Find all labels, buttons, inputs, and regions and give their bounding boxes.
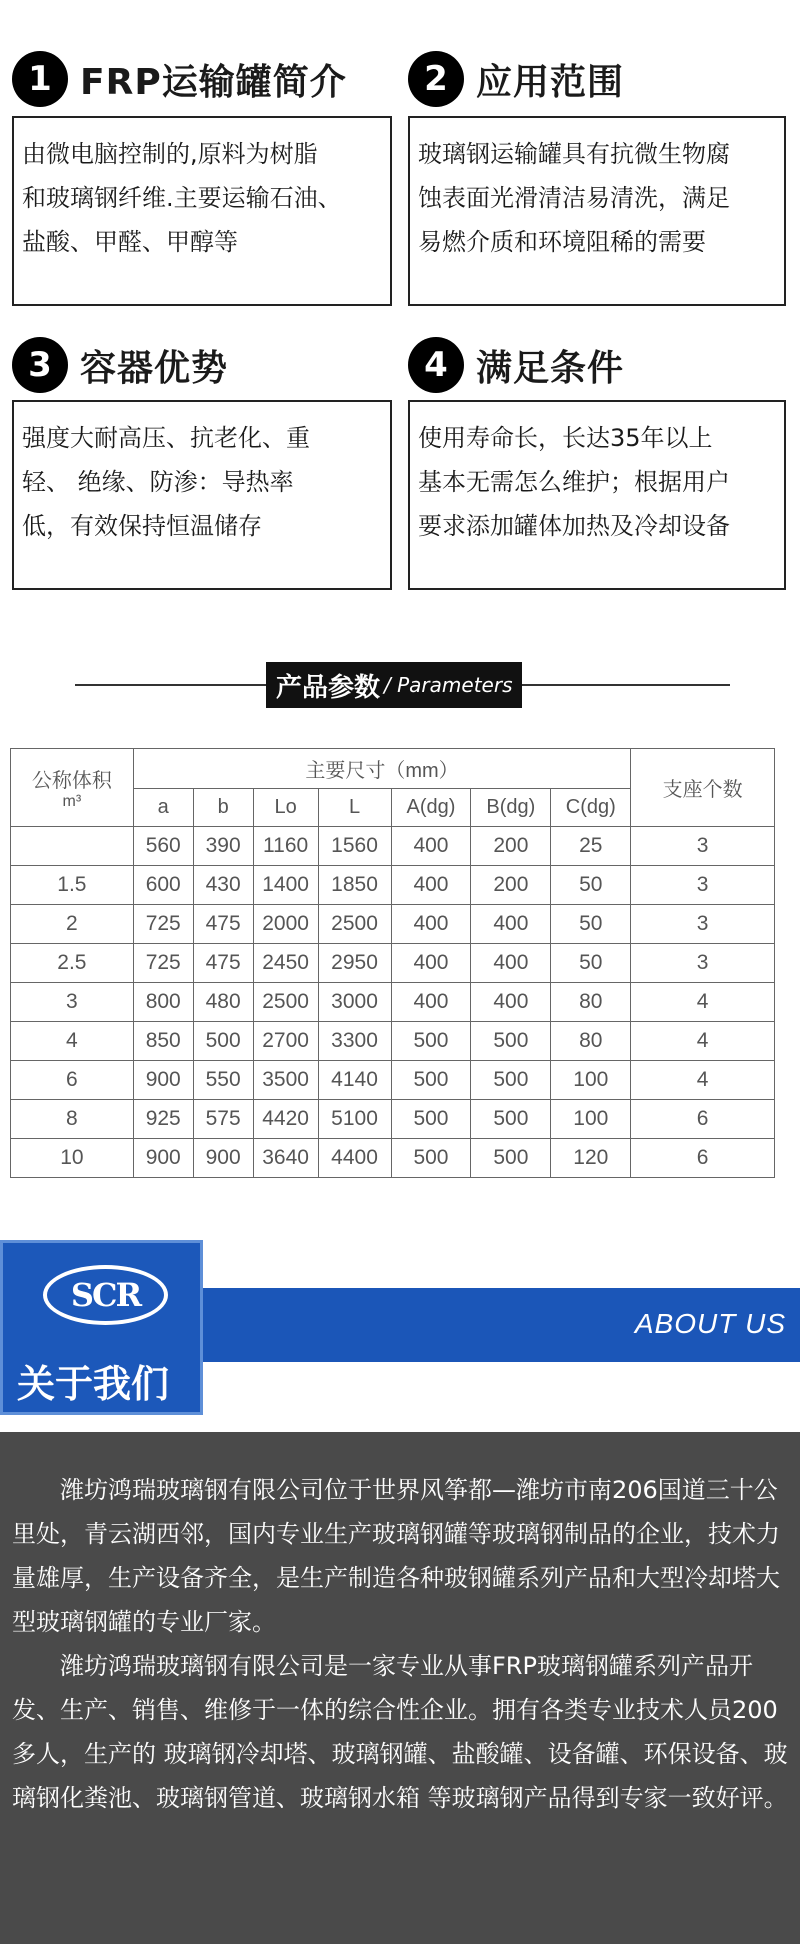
- table-cell: 900: [133, 1061, 193, 1100]
- subheader-cell: Lo: [253, 789, 318, 827]
- table-cell: 400: [391, 905, 471, 944]
- parameters-table: [10, 748, 775, 1178]
- feature-header: [408, 44, 788, 114]
- table-cell: 6: [11, 1061, 134, 1100]
- feature-line: 低，有效保持恒温储存: [22, 512, 262, 540]
- table-cell: 6: [631, 1100, 775, 1139]
- table-cell: 200: [471, 827, 551, 866]
- table-cell: 80: [551, 1022, 631, 1061]
- table-cell: 3: [631, 944, 775, 983]
- feature-line: 蚀表面光滑清洁易清洗，满足: [418, 184, 730, 212]
- company-intro: [0, 1432, 800, 1944]
- subheader-cell: A(dg): [391, 789, 471, 827]
- table-cell: 2450: [253, 944, 318, 983]
- table-cell: 500: [391, 1061, 471, 1100]
- number-badge: 4: [408, 337, 464, 393]
- table-cell: 500: [193, 1022, 253, 1061]
- feature-card-3: [12, 330, 392, 590]
- table-cell: 4: [11, 1022, 134, 1061]
- table-cell: 1850: [318, 866, 391, 905]
- feature-line: 要求添加罐体加热及冷却设备: [418, 512, 730, 540]
- table-cell: 475: [193, 905, 253, 944]
- feature-title: FRP运输罐简介: [80, 61, 347, 103]
- table-cell: 120: [551, 1139, 631, 1178]
- table-cell: 2.5: [11, 944, 134, 983]
- feature-line: 基本无需怎么维护；根据用户: [418, 468, 730, 496]
- table-cell: 400: [391, 827, 471, 866]
- volume-unit: m³: [62, 793, 82, 810]
- table-cell: 100: [551, 1061, 631, 1100]
- about-title-en: ABOUT US: [634, 1308, 786, 1339]
- table-cell: 1400: [253, 866, 318, 905]
- table-cell: 390: [193, 827, 253, 866]
- feature-text-box: [408, 400, 786, 590]
- feature-card-1: [12, 44, 392, 306]
- feature-card-2: [408, 44, 788, 306]
- table-row: [11, 1022, 775, 1061]
- table-cell: 500: [471, 1100, 551, 1139]
- table-cell: 4: [631, 1061, 775, 1100]
- subheader-cell: C(dg): [551, 789, 631, 827]
- table-cell: 3500: [253, 1061, 318, 1100]
- table-cell: 400: [471, 944, 551, 983]
- table-cell: 1.5: [11, 866, 134, 905]
- table-cell: 50: [551, 866, 631, 905]
- table-cell: 400: [471, 983, 551, 1022]
- table-cell: 500: [391, 1100, 471, 1139]
- about-banner: [0, 1240, 800, 1415]
- table-row: [11, 983, 775, 1022]
- table-cell: 3: [11, 983, 134, 1022]
- table-cell: 4140: [318, 1061, 391, 1100]
- table-cell: 2700: [253, 1022, 318, 1061]
- table-body: [11, 827, 775, 1178]
- intro-paragraph: 潍坊鸿瑞玻璃钢有限公司位于世界风筝都—潍坊市南206国道三十公里处，青云湖西邻，国内专业生产玻璃钢罐等玻璃钢制品的企业，技术力量雄厚，生产设备齐全，是生产制造各种玻钢罐系列产品和大型冷却塔大型玻璃钢罐的专业厂家。: [12, 1476, 780, 1636]
- table-cell: 3640: [253, 1139, 318, 1178]
- table-cell: 1560: [318, 827, 391, 866]
- feature-header: [12, 44, 392, 114]
- table-cell: 500: [471, 1022, 551, 1061]
- table-cell: 600: [133, 866, 193, 905]
- table-cell: 550: [193, 1061, 253, 1100]
- table-cell: 560: [133, 827, 193, 866]
- table-cell: 925: [133, 1100, 193, 1139]
- table-cell: 4400: [318, 1139, 391, 1178]
- feature-line: 盐酸、甲醛、甲醇等: [22, 228, 238, 256]
- table-cell: 3000: [318, 983, 391, 1022]
- table-cell: 2000: [253, 905, 318, 944]
- table-cell: 2500: [253, 983, 318, 1022]
- feature-title: 满足条件: [476, 347, 625, 389]
- table-cell: 900: [193, 1139, 253, 1178]
- table-cell: 500: [471, 1139, 551, 1178]
- table-cell: 3: [631, 827, 775, 866]
- subheader-cell: L: [318, 789, 391, 827]
- table-cell: 2: [11, 905, 134, 944]
- table-cell: 4: [631, 1022, 775, 1061]
- table-cell: 80: [551, 983, 631, 1022]
- table-cell: 725: [133, 905, 193, 944]
- number-badge: 2: [408, 51, 464, 107]
- volume-header-label: 公称体积: [31, 770, 112, 792]
- table-cell: 475: [193, 944, 253, 983]
- table-cell: 3300: [318, 1022, 391, 1061]
- table-row: [11, 1100, 775, 1139]
- main-dimension-header: 主要尺寸（mm）: [133, 749, 631, 789]
- table-row: [11, 905, 775, 944]
- table-cell: 100: [551, 1100, 631, 1139]
- feature-title: 应用范围: [476, 61, 625, 103]
- table-cell: 430: [193, 866, 253, 905]
- table-cell: 8: [11, 1100, 134, 1139]
- feature-line: 使用寿命长，长达35年以上: [418, 424, 713, 452]
- table-cell: 400: [471, 905, 551, 944]
- table-cell: 400: [391, 983, 471, 1022]
- number-badge: 3: [12, 337, 68, 393]
- intro-paragraph: 潍坊鸿瑞玻璃钢有限公司是一家专业从事FRP玻璃钢罐系列产品开发、生产、销售、维修于一体的综合性企业。拥有各类专业技术人员200多人，生产的 玻璃钢冷却塔、玻璃钢罐、盐酸罐、设备罐、环保设备、玻璃钢化粪池、玻璃钢管道、玻璃钢水箱 等玻璃钢产品得到专家一致好评。: [12, 1652, 788, 1812]
- table-cell: 50: [551, 944, 631, 983]
- feature-title: 容器优势: [80, 347, 229, 389]
- table-cell: 850: [133, 1022, 193, 1061]
- table-cell: 4: [631, 983, 775, 1022]
- table-cell: 1160: [253, 827, 318, 866]
- table-cell: 4420: [253, 1100, 318, 1139]
- table-row: [11, 827, 775, 866]
- table-cell: 3: [631, 866, 775, 905]
- feature-line: 轻、 绝缘、防渗：导热率: [22, 468, 294, 496]
- table-cell: 50: [551, 905, 631, 944]
- logo-text: SCR: [70, 1276, 141, 1314]
- table-cell: 500: [391, 1022, 471, 1061]
- table-row: [11, 866, 775, 905]
- table-cell: 800: [133, 983, 193, 1022]
- parameters-title-cn: 产品参数: [276, 672, 381, 703]
- subheader-cell: B(dg): [471, 789, 551, 827]
- volume-header: [11, 749, 134, 827]
- number-badge: 1: [12, 51, 68, 107]
- table-row: [11, 944, 775, 983]
- table-cell: 5100: [318, 1100, 391, 1139]
- table-row: [11, 1139, 775, 1178]
- feature-line: 和玻璃钢纤维.主要运输石油、: [22, 184, 342, 212]
- feature-text-box: [12, 400, 392, 590]
- table-cell: 25: [551, 827, 631, 866]
- feature-card-4: [408, 330, 788, 590]
- table-cell: 2950: [318, 944, 391, 983]
- table-header-row: [11, 749, 775, 789]
- table-cell: 500: [391, 1139, 471, 1178]
- table-row: [11, 1061, 775, 1100]
- feature-line: 由微电脑控制的,原料为树脂: [22, 140, 318, 168]
- table-cell: 480: [193, 983, 253, 1022]
- table-cell: 200: [471, 866, 551, 905]
- subheader-cell: a: [133, 789, 193, 827]
- feature-header: [12, 330, 392, 400]
- feature-line: 玻璃钢运输罐具有抗微生物腐: [418, 140, 730, 168]
- parameters-heading: [266, 662, 522, 708]
- table-cell: 6: [631, 1139, 775, 1178]
- subheader-cell: b: [193, 789, 253, 827]
- table-cell: 3: [631, 905, 775, 944]
- table-cell: 900: [133, 1139, 193, 1178]
- table-cell: 400: [391, 944, 471, 983]
- feature-line: 强度大耐高压、抗老化、重: [22, 424, 310, 452]
- table-cell: 725: [133, 944, 193, 983]
- about-title-cn: 关于我们: [17, 1362, 170, 1406]
- support-count-header: 支座个数: [631, 749, 775, 827]
- table-cell: 500: [471, 1061, 551, 1100]
- company-logo: [43, 1265, 168, 1325]
- feature-line: 易燃介质和环境阻稀的需要: [418, 228, 706, 256]
- table-cell: 10: [11, 1139, 134, 1178]
- feature-text-box: [12, 116, 392, 306]
- parameters-title-en: / Parameters: [384, 673, 513, 697]
- table-cell: [11, 827, 134, 866]
- table-cell: 400: [391, 866, 471, 905]
- feature-text-box: [408, 116, 786, 306]
- feature-header: [408, 330, 788, 400]
- table-cell: 575: [193, 1100, 253, 1139]
- table-cell: 2500: [318, 905, 391, 944]
- about-card: [0, 1240, 203, 1415]
